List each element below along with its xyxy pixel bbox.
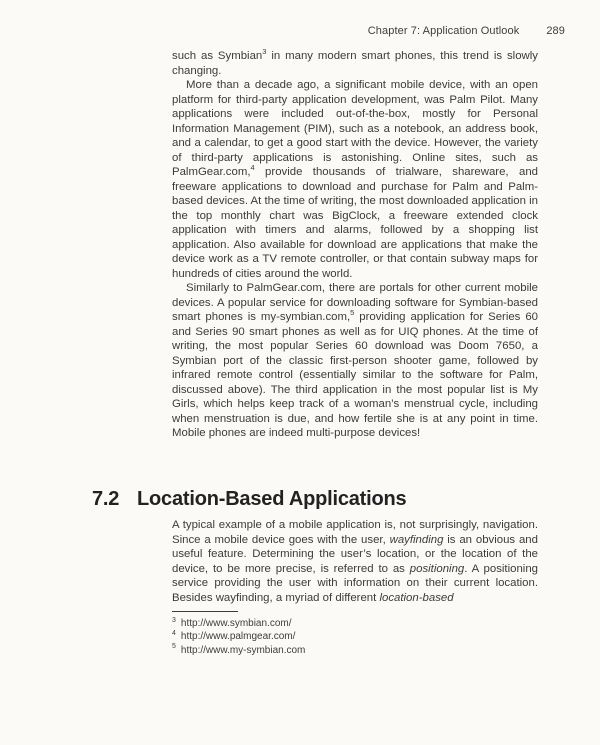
- footnote-url: http://www.palmgear.com/: [180, 631, 296, 643]
- paragraph-location-based: A typical example of a mobile application is, not surprisingly, navigation. Since a mobile device goes with the user, wayfinding is an obvious and useful feature. Determining the user’s location, or the location of the device, to be more precise, is referred to as positioning. A positioning service providing the user with information on their current location. Besides wayfinding, a myriad of different location-based: [172, 519, 539, 604]
- footnote-rule: [172, 611, 238, 612]
- paragraph-continuation: such as Symbian$^3$ in many modern smart phones, this trend is slowly changing.: [172, 49, 538, 77]
- section-number: 7.2: [92, 488, 120, 510]
- footnote: [172, 630, 538, 643]
- footnote-marker: 5: [172, 643, 176, 651]
- footnote-marker: 4: [172, 630, 176, 638]
- footnote-url: http://www.symbian.com/: [180, 618, 292, 629]
- section-heading: [92, 487, 538, 511]
- section-body: [172, 518, 538, 605]
- footnote: [172, 644, 538, 657]
- running-head-chapter-title: Chapter 7: Application Outlook: [367, 25, 520, 37]
- page-number: 289: [546, 25, 565, 37]
- footnote: [172, 617, 538, 630]
- paragraph-symbian-portals: Similarly to PalmGear.com, there are portals for other current mobile devices. A popular service for downloading software for Symbian-based smart phones is my-symbian.com,$^5$ providing application for Series 60 and Series 90 smart phones as well as for UIQ phones. At the time of writing, the most popular Series 60 download was Doom 7650, a Symbian port of the classic first-person shooter game, followed by infrared remote control (essentially similar to the software for Palm, discussed above). The third application in the most popular list is My Girls, which helps keep track of a woman’s menstrual cycle, including when menstruation is due, and how fertile she is at any point in time. Mobile phones are indeed multi-purpose devices!: [172, 282, 538, 439]
- paragraph-palm-pilot: More than a decade ago, a significant mobile device, with an open platform for third-party application development, was Palm Pilot. Many applications were included out-of-the-box, mostly for Personal Information Management (PIM), such as a notebook, an address book, and a calendar, to get a good start with the device. However, the variety of third-party applications is astonishing. Online sites, such as PalmGear.com,$^4$ provide thousands of trialware, shareware, and freeware applications to download and purchase for Palm and Palm-based devices. At the time of writing, the most downloaded application in the top monthly chart was BigClock, a freeware extended clock application with timers and alarms, followed by a shopping list application. Also available for download are applications that make the device work as a TV remote controller, or that contain subway maps for hundreds of cities around the world.: [172, 79, 538, 280]
- footnote-url: http://www.my-symbian.com: [180, 644, 306, 656]
- body-text-column: [172, 49, 538, 485]
- section-block: [92, 487, 538, 605]
- footnotes: [172, 611, 538, 657]
- running-head: [172, 25, 565, 37]
- footnote-marker: 3: [172, 616, 176, 624]
- section-title: Location-Based Applications: [137, 488, 407, 510]
